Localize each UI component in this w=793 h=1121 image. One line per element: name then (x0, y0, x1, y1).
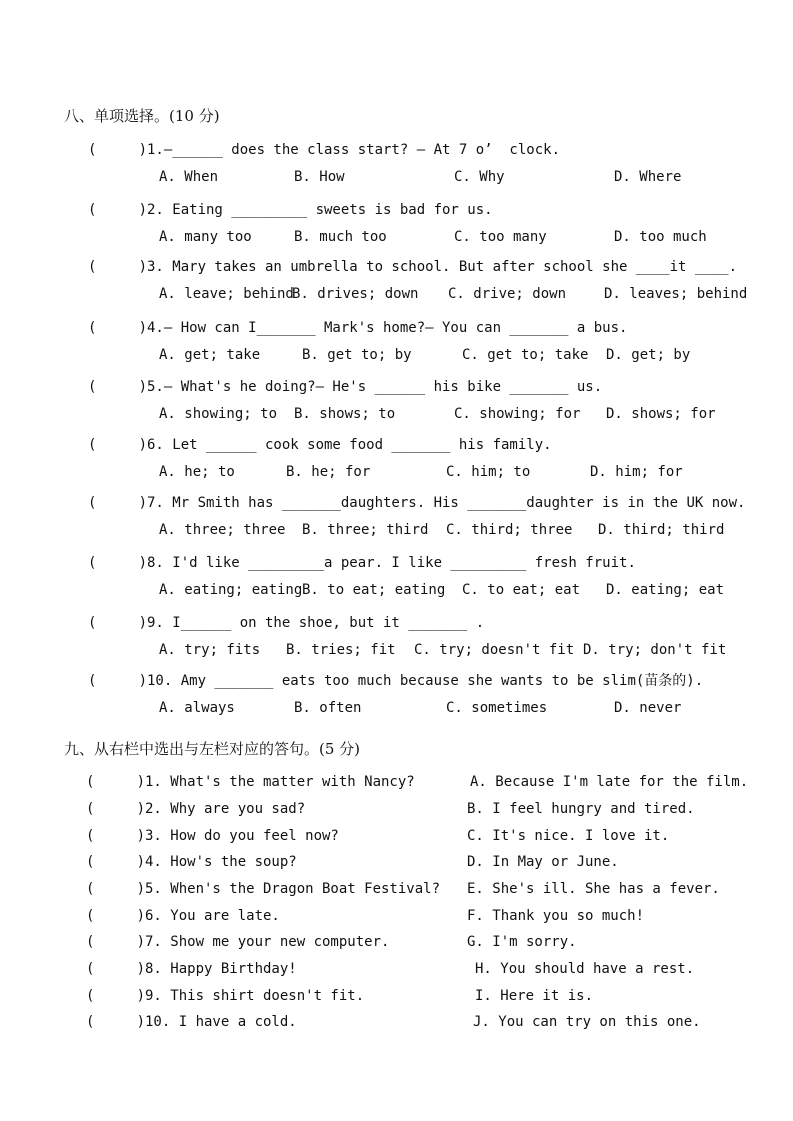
question-option: B. three; third (302, 522, 429, 538)
section-9-heading: 九、从右栏中选出与左栏对应的答句。(5 分) (64, 740, 361, 758)
match-question: ( )9. This shirt doesn't fit. (86, 988, 365, 1004)
question-option: B. to eat; eating (302, 582, 446, 598)
question-stem: ( )10. Amy _______ eats too much because she wants to be slim(苗条的). (88, 673, 704, 689)
question-option: C. try; doesn't fit (414, 642, 575, 658)
question-option: C. him; to (446, 464, 531, 480)
match-answer: H. You should have a rest. (475, 961, 695, 977)
question-stem: ( )9. I______ on the shoe, but it _______ . (88, 615, 485, 631)
question-option: A. eating; eating (159, 582, 303, 598)
match-question: ( )4. How's the soup? (86, 854, 297, 870)
question-option: C. showing; for (454, 406, 581, 422)
match-answer: F. Thank you so much! (467, 908, 645, 924)
question-option: B. he; for (286, 464, 371, 480)
match-answer: G. I'm sorry. (467, 934, 577, 950)
match-answer: J. You can try on this one. (473, 1014, 701, 1030)
match-answer: A. Because I'm late for the film. (470, 774, 749, 790)
question-option: D. him; for (590, 464, 683, 480)
match-answer: D. In May or June. (467, 854, 619, 870)
match-question: ( )10. I have a cold. (86, 1014, 297, 1030)
match-answer: E. She's ill. She has a fever. (467, 881, 720, 897)
question-option: D. third; third (598, 522, 725, 538)
question-option: C. Why (454, 169, 505, 185)
question-option: B. shows; to (294, 406, 396, 422)
question-stem: ( )3. Mary takes an umbrella to school. But after school she ____it ____. (88, 259, 738, 275)
question-option: A. he; to (159, 464, 235, 480)
question-stem: ( )2. Eating _________ sweets is bad for us. (88, 202, 493, 218)
match-question: ( )5. When's the Dragon Boat Festival? (86, 881, 441, 897)
match-question: ( )3. How do you feel now? (86, 828, 339, 844)
question-option: C. third; three (446, 522, 573, 538)
match-question: ( )7. Show me your new computer. (86, 934, 390, 950)
match-question: ( )6. You are late. (86, 908, 280, 924)
question-option: C. to eat; eat (462, 582, 581, 598)
question-option: D. leaves; behind (604, 286, 748, 302)
question-option: A. leave; behind (159, 286, 294, 302)
question-option: A. many too (159, 229, 252, 245)
question-option: A. try; fits (159, 642, 261, 658)
question-option: A. three; three (159, 522, 286, 538)
question-option: C. get to; take (462, 347, 589, 363)
question-option: A. always (159, 700, 235, 716)
match-question: ( )8. Happy Birthday! (86, 961, 297, 977)
question-stem: ( )4.— How can I_______ Mark's home?— You can _______ a bus. (88, 320, 628, 336)
question-option: C. too many (454, 229, 547, 245)
question-option: D. try; don't fit (583, 642, 727, 658)
question-option: B. tries; fit (286, 642, 396, 658)
question-option: B. How (294, 169, 345, 185)
question-option: B. often (294, 700, 362, 716)
question-option: B. much too (294, 229, 387, 245)
question-stem: ( )6. Let ______ cook some food _______ his family. (88, 437, 552, 453)
question-stem: ( )1.—______ does the class start? — At 7 o’ clock. (88, 142, 561, 158)
match-answer: C. It's nice. I love it. (467, 828, 670, 844)
match-question: ( )2. Why are you sad? (86, 801, 306, 817)
question-option: C. drive; down (448, 286, 567, 302)
question-option: D. get; by (606, 347, 691, 363)
question-stem: ( )7. Mr Smith has _______daughters. His _______daughter is in the UK now. (88, 495, 746, 511)
match-answer: B. I feel hungry and tired. (467, 801, 695, 817)
question-option: D. shows; for (606, 406, 716, 422)
match-question: ( )1. What's the matter with Nancy? (86, 774, 415, 790)
match-answer: I. Here it is. (475, 988, 594, 1004)
question-option: D. never (614, 700, 682, 716)
section-8-heading: 八、单项选择。(10 分) (64, 107, 220, 125)
question-option: A. get; take (159, 347, 261, 363)
question-stem: ( )5.— What's he doing?— He's ______ his bike _______ us. (88, 379, 603, 395)
question-option: D. eating; eat (606, 582, 725, 598)
question-option: D. too much (614, 229, 707, 245)
question-option: A. showing; to (159, 406, 278, 422)
question-option: B. drives; down (292, 286, 419, 302)
question-option: C. sometimes (446, 700, 548, 716)
question-option: A. When (159, 169, 219, 185)
question-option: D. Where (614, 169, 682, 185)
question-stem: ( )8. I'd like _________a pear. I like _________ fresh fruit. (88, 555, 636, 571)
question-option: B. get to; by (302, 347, 412, 363)
